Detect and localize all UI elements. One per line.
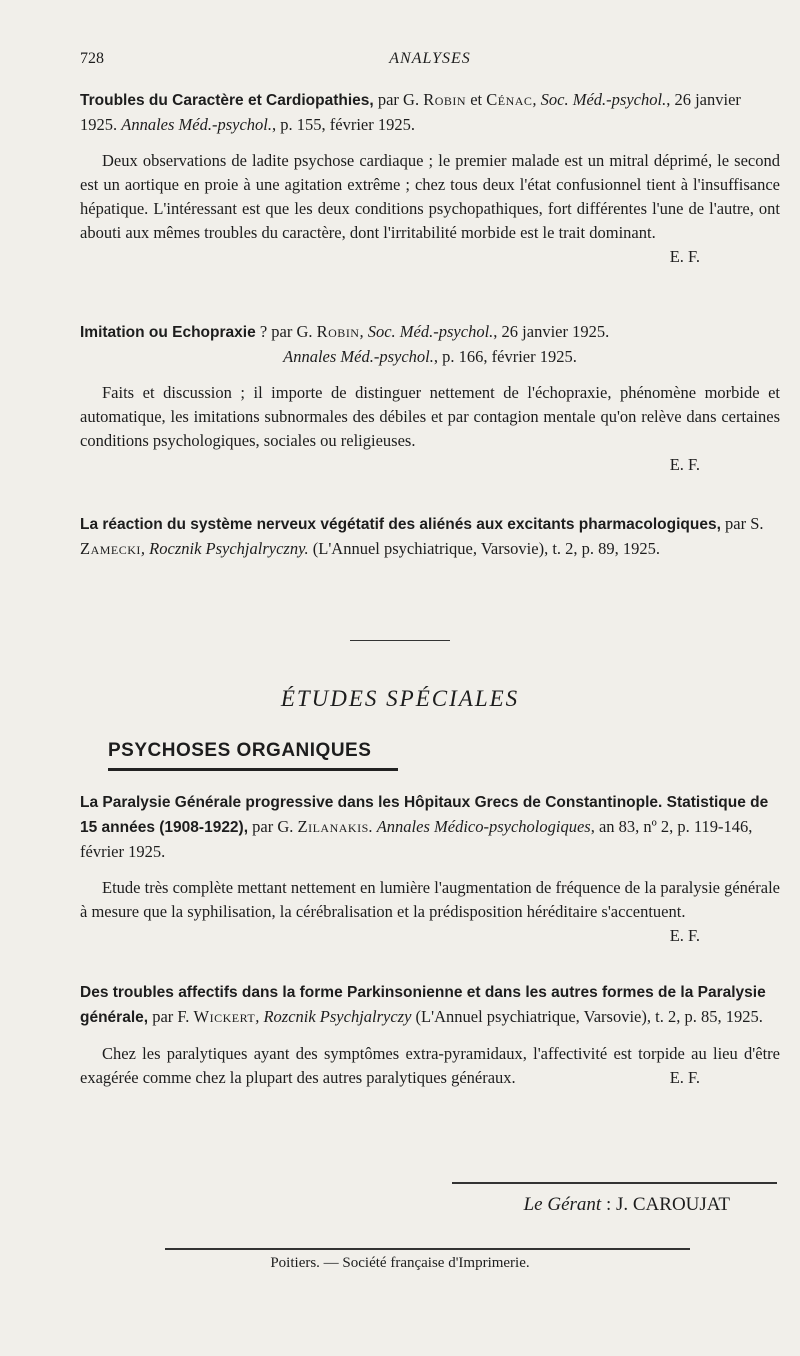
entry-citation: La Paralysie Générale progressive dans les Hôpitaux Grecs de Constantinople. Statistique de 15 années (1908-1922), par G. Zilanakis. Annales Médico-psychologiques, an 83, nº 2, p. 119-146, février 1925. — [80, 794, 769, 861]
gerant-name: CAROUJAT — [632, 1194, 730, 1215]
entry-title: La réaction du système nerveux végétatif des aliénés aux excitants pharmacologiques, — [80, 516, 721, 533]
footer-rule — [452, 1182, 777, 1184]
author-name: Robin — [423, 90, 467, 109]
journal-name: Annales Méd.-psychol. — [283, 347, 434, 366]
entry-title: La Paralysie Générale progressive dans les Hôpitaux Grecs de Constantinople. Statistique de 15 années (1908-1922), — [80, 794, 769, 836]
gerant-label: Le Gérant — [523, 1194, 602, 1215]
author-name: Cénac — [486, 90, 533, 109]
entry-body: Deux observations de ladite psychose cardiaque ; le premier malade est un mitral déprimé, le second est un aortique en proie à une agitation extrême ; chez tous deux l'état confusionnel tient à l'insuffisance hépatique. L'intéressant est que les deux conditions psychopathiques, fort différentes l'une de l'autre, ont abouti aux mêmes troubles du caractère, dont l'irritabilité morbide est le trait dominant. — [80, 151, 780, 242]
journal-name: Annales Méd.-psychol. — [121, 115, 272, 134]
section-divider — [350, 640, 450, 641]
author-name: Zamecki — [80, 539, 141, 558]
entry-body: Faits et discussion ; il importe de distinguer nettement de l'échopraxie, phénomène morbide et automatique, les imitations subnormales des débiles et par contagion mentale qu'on relève dans certaines conditions psychologiques, sociales ou religieuses. — [80, 383, 780, 450]
entry-body: Etude très complète mettant nettement en lumière l'augmentation de fréquence de la paralysie générale à mesure que la syphilisation, la cérébralisation et la prédisposition héréditaire s'accentuent. E. F. — [80, 876, 780, 924]
author-name: Wickert — [193, 1007, 256, 1026]
entry-citation: Des troubles affectifs dans la forme Parkinsonienne et dans les autres formes de la Paralysie générale, par F. Wickert, Rozcnik Psychjalryczy (L'Annuel psychiatrique, Varsovie), t. 2, p. 85, 1925. — [80, 984, 766, 1026]
author-name: Zilanakis — [297, 817, 369, 836]
subsection-title: PSYCHOSES ORGANIQUES — [108, 740, 372, 761]
section-title: ÉTUDES SPÉCIALES — [280, 686, 520, 711]
journal-name: . Annales Médico-psychologiques — [368, 817, 591, 836]
imprint-line: Poitiers. — Société française d'Imprimerie. — [270, 1255, 530, 1271]
entry-signature: E. F. — [669, 1068, 700, 1087]
entry-citation-cont: Annales Méd.-psychol., p. 166, février 1925. — [283, 347, 577, 366]
gerant-signature: Le Gérant : J. CAROUJAT — [523, 1194, 730, 1215]
subsection-rule — [108, 768, 398, 771]
page-number: 728 — [80, 50, 104, 67]
entry-citation: La réaction du système nerveux végétatif des aliénés aux excitants pharmacologiques, par S. Zamecki, Rocznik Psychjalryczny. (L'Annuel psychiatrique, Varsovie), t. 2, p. 89, 1925. — [80, 514, 764, 558]
entry-title: Des troubles affectifs dans la forme Parkinsonienne et dans les autres formes de la Paralysie générale, — [80, 984, 766, 1026]
entry-signature: E. F. — [669, 926, 700, 945]
entry-signature: E. F. — [669, 247, 700, 266]
entry-title: Imitation ou Echopraxie — [80, 324, 256, 341]
entry-body: Chez les paralytiques ayant des symptômes extra-pyramidaux, l'affectivité est torpide au lieu d'être exagérée comme chez la plupart des autres paralytiques généraux. E. F. — [80, 1042, 780, 1090]
entry-troubles-affectifs — [80, 980, 780, 1090]
journal-name: , Rocznik Psychjalryczny. — [140, 539, 309, 558]
author-name: Robin — [316, 322, 360, 341]
entry-title: Troubles du Caractère et Cardiopathies, — [80, 92, 374, 109]
entry-signature: E. F. — [669, 455, 700, 474]
running-head: ANALYSES — [389, 50, 471, 67]
entry-paralysie-generale — [80, 790, 780, 948]
entry-troubles-caractere — [80, 88, 780, 269]
entry-echopraxie — [80, 320, 780, 477]
entry-citation: Imitation ou Echopraxie ? par G. Robin, Soc. Méd.-psychol., 26 janvier 1925. — [80, 322, 610, 341]
journal-name: , Soc. Méd.-psychol. — [359, 322, 494, 341]
journal-name: , Rozcnik Psychjalryczy — [255, 1007, 412, 1026]
journal-name: , Soc. Méd.-psychol. — [532, 90, 667, 109]
page-header — [80, 50, 780, 72]
entry-reaction-systeme — [80, 512, 780, 561]
imprint-rule — [165, 1248, 690, 1250]
entry-citation: Troubles du Caractère et Cardiopathies, par G. Robin et Cénac, Soc. Méd.-psychol., 26 janvier 1925. Annales Méd.-psychol., p. 155, février 1925. — [80, 90, 741, 134]
